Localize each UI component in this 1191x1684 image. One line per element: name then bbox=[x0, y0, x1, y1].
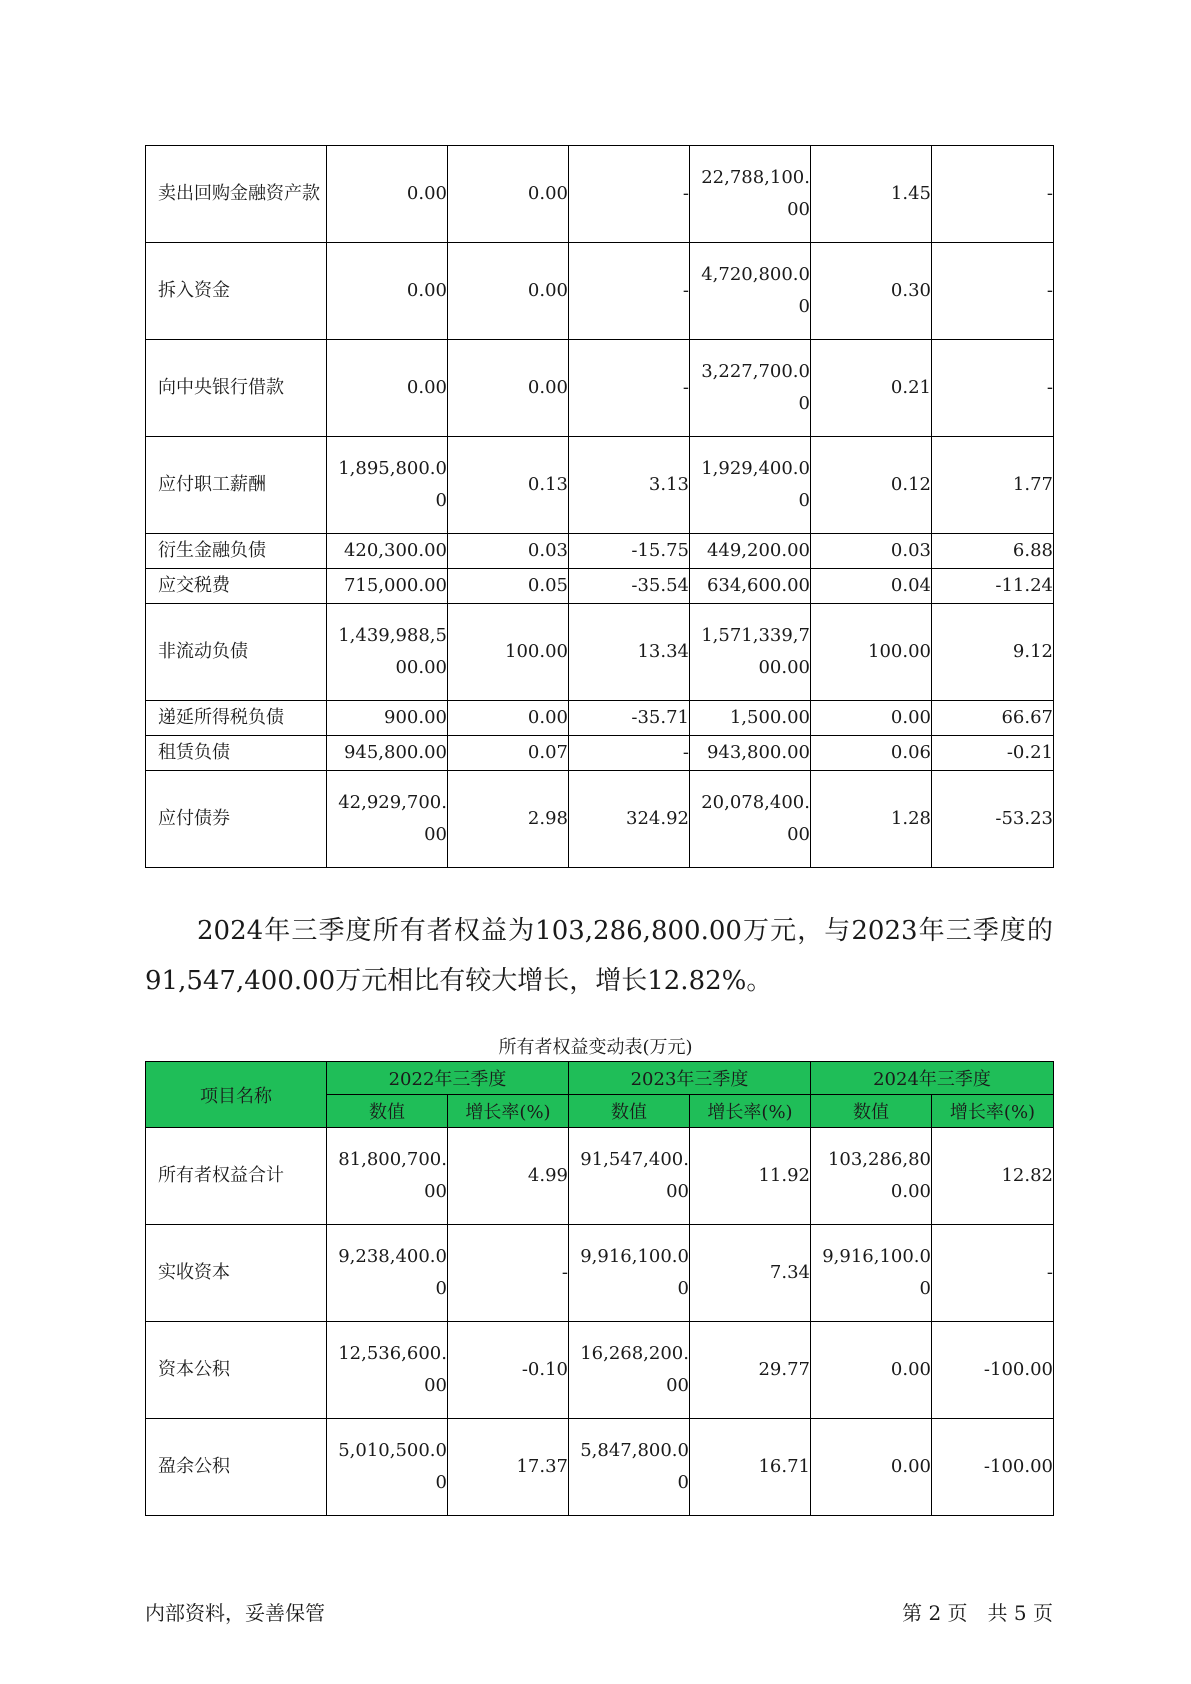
cell: -0.21 bbox=[932, 736, 1054, 771]
cell: 2.98 bbox=[448, 771, 569, 868]
cell: 1,571,339,700.00 bbox=[690, 604, 811, 701]
cell: -100.00 bbox=[932, 1322, 1054, 1419]
cell: 0.04 bbox=[811, 569, 932, 604]
row-label: 所有者权益合计 bbox=[146, 1128, 327, 1225]
cell: 9,916,100.00 bbox=[569, 1225, 690, 1322]
equity-table bbox=[145, 1061, 1054, 1516]
footer-confidential-note: 内部资料，妥善保管 bbox=[145, 1601, 325, 1625]
table-row bbox=[146, 1419, 1054, 1516]
cell: 0.00 bbox=[448, 146, 569, 243]
header-period: 2022年三季度 bbox=[327, 1062, 569, 1095]
cell: -15.75 bbox=[569, 534, 690, 569]
cell: 12.82 bbox=[932, 1128, 1054, 1225]
cell: - bbox=[569, 736, 690, 771]
table-row bbox=[146, 534, 1054, 569]
cell: 0.30 bbox=[811, 243, 932, 340]
header-growth: 增长率(%) bbox=[690, 1095, 811, 1128]
cell: 0.06 bbox=[811, 736, 932, 771]
cell: - bbox=[932, 1225, 1054, 1322]
table-row bbox=[146, 771, 1054, 868]
cell: 9,916,100.00 bbox=[811, 1225, 932, 1322]
header-period: 2024年三季度 bbox=[811, 1062, 1054, 1095]
table-caption: 所有者权益变动表(万元) bbox=[498, 1037, 693, 1058]
cell: 0.03 bbox=[811, 534, 932, 569]
row-label: 租赁负债 bbox=[146, 736, 327, 771]
cell: - bbox=[932, 243, 1054, 340]
cell: 100.00 bbox=[811, 604, 932, 701]
footer-page-number: 第 2 页 共 5 页 bbox=[902, 1601, 1053, 1625]
table-row bbox=[146, 604, 1054, 701]
row-label: 资本公积 bbox=[146, 1322, 327, 1419]
cell: 3,227,700.00 bbox=[690, 340, 811, 437]
cell: 900.00 bbox=[327, 701, 448, 736]
cell: 12,536,600.00 bbox=[327, 1322, 448, 1419]
cell: 7.34 bbox=[690, 1225, 811, 1322]
table-row bbox=[146, 1225, 1054, 1322]
row-label: 衍生金融负债 bbox=[146, 534, 327, 569]
cell: - bbox=[569, 146, 690, 243]
cell: 0.12 bbox=[811, 437, 932, 534]
row-label: 实收资本 bbox=[146, 1225, 327, 1322]
header-row bbox=[146, 1062, 1054, 1095]
cell: 943,800.00 bbox=[690, 736, 811, 771]
row-label: 应付债券 bbox=[146, 771, 327, 868]
cell: 1,439,988,500.00 bbox=[327, 604, 448, 701]
cell: 13.34 bbox=[569, 604, 690, 701]
cell: 22,788,100.00 bbox=[690, 146, 811, 243]
header-value: 数值 bbox=[569, 1095, 690, 1128]
header-growth: 增长率(%) bbox=[448, 1095, 569, 1128]
table-row bbox=[146, 146, 1054, 243]
cell: 324.92 bbox=[569, 771, 690, 868]
table-row bbox=[146, 569, 1054, 604]
header-growth: 增长率(%) bbox=[932, 1095, 1054, 1128]
cell: 1.77 bbox=[932, 437, 1054, 534]
row-label: 卖出回购金融资产款 bbox=[146, 146, 327, 243]
cell: -100.00 bbox=[932, 1419, 1054, 1516]
cell: 4.99 bbox=[448, 1128, 569, 1225]
row-label: 非流动负债 bbox=[146, 604, 327, 701]
cell: 5,010,500.00 bbox=[327, 1419, 448, 1516]
liabilities-table bbox=[145, 145, 1054, 868]
cell: 0.13 bbox=[448, 437, 569, 534]
table-row bbox=[146, 1128, 1054, 1225]
cell: 81,800,700.00 bbox=[327, 1128, 448, 1225]
table-row bbox=[146, 701, 1054, 736]
cell: 0.21 bbox=[811, 340, 932, 437]
cell: 634,600.00 bbox=[690, 569, 811, 604]
cell: -0.10 bbox=[448, 1322, 569, 1419]
cell: -35.71 bbox=[569, 701, 690, 736]
cell: 0.00 bbox=[448, 243, 569, 340]
cell: 1,500.00 bbox=[690, 701, 811, 736]
cell: 91,547,400.00 bbox=[569, 1128, 690, 1225]
cell: 5,847,800.00 bbox=[569, 1419, 690, 1516]
cell: 0.07 bbox=[448, 736, 569, 771]
table-row bbox=[146, 243, 1054, 340]
cell: 3.13 bbox=[569, 437, 690, 534]
cell: 0.00 bbox=[327, 243, 448, 340]
header-item-name: 项目名称 bbox=[146, 1062, 327, 1128]
row-label: 递延所得税负债 bbox=[146, 701, 327, 736]
table-row bbox=[146, 340, 1054, 437]
row-label: 向中央银行借款 bbox=[146, 340, 327, 437]
cell: 11.92 bbox=[690, 1128, 811, 1225]
cell: 0.00 bbox=[811, 1419, 932, 1516]
cell: 9.12 bbox=[932, 604, 1054, 701]
cell: 0.00 bbox=[448, 340, 569, 437]
cell: 420,300.00 bbox=[327, 534, 448, 569]
cell: 0.05 bbox=[448, 569, 569, 604]
cell: 449,200.00 bbox=[690, 534, 811, 569]
table-row bbox=[146, 736, 1054, 771]
table-row bbox=[146, 437, 1054, 534]
cell: - bbox=[569, 340, 690, 437]
cell: 16,268,200.00 bbox=[569, 1322, 690, 1419]
cell: 4,720,800.00 bbox=[690, 243, 811, 340]
cell: 103,286,800.00 bbox=[811, 1128, 932, 1225]
cell: 0.00 bbox=[811, 1322, 932, 1419]
cell: 29.77 bbox=[690, 1322, 811, 1419]
row-label: 盈余公积 bbox=[146, 1419, 327, 1516]
cell: 42,929,700.00 bbox=[327, 771, 448, 868]
cell: -35.54 bbox=[569, 569, 690, 604]
cell: 20,078,400.00 bbox=[690, 771, 811, 868]
cell: 1.28 bbox=[811, 771, 932, 868]
cell: 945,800.00 bbox=[327, 736, 448, 771]
cell: 0.00 bbox=[327, 340, 448, 437]
header-period: 2023年三季度 bbox=[569, 1062, 811, 1095]
cell: 9,238,400.00 bbox=[327, 1225, 448, 1322]
cell: 100.00 bbox=[448, 604, 569, 701]
cell: 1,895,800.00 bbox=[327, 437, 448, 534]
cell: 0.00 bbox=[448, 701, 569, 736]
cell: 16.71 bbox=[690, 1419, 811, 1516]
cell: 1.45 bbox=[811, 146, 932, 243]
cell: - bbox=[569, 243, 690, 340]
cell: -11.24 bbox=[932, 569, 1054, 604]
cell: 0.03 bbox=[448, 534, 569, 569]
cell: 0.00 bbox=[811, 701, 932, 736]
row-label: 应付职工薪酬 bbox=[146, 437, 327, 534]
cell: -53.23 bbox=[932, 771, 1054, 868]
summary-paragraph: 2024年三季度所有者权益为103,286,800.00万元，与2023年三季度的91,547,400.00万元相比有较大增长，增长12.82%。 bbox=[145, 916, 1053, 996]
row-label: 应交税费 bbox=[146, 569, 327, 604]
header-value: 数值 bbox=[811, 1095, 932, 1128]
cell: 17.37 bbox=[448, 1419, 569, 1516]
header-value: 数值 bbox=[327, 1095, 448, 1128]
cell: 0.00 bbox=[327, 146, 448, 243]
cell: - bbox=[932, 146, 1054, 243]
cell: 66.67 bbox=[932, 701, 1054, 736]
row-label: 拆入资金 bbox=[146, 243, 327, 340]
cell: 715,000.00 bbox=[327, 569, 448, 604]
cell: - bbox=[932, 340, 1054, 437]
cell: 1,929,400.00 bbox=[690, 437, 811, 534]
table-row bbox=[146, 1322, 1054, 1419]
cell: 6.88 bbox=[932, 534, 1054, 569]
cell: - bbox=[448, 1225, 569, 1322]
